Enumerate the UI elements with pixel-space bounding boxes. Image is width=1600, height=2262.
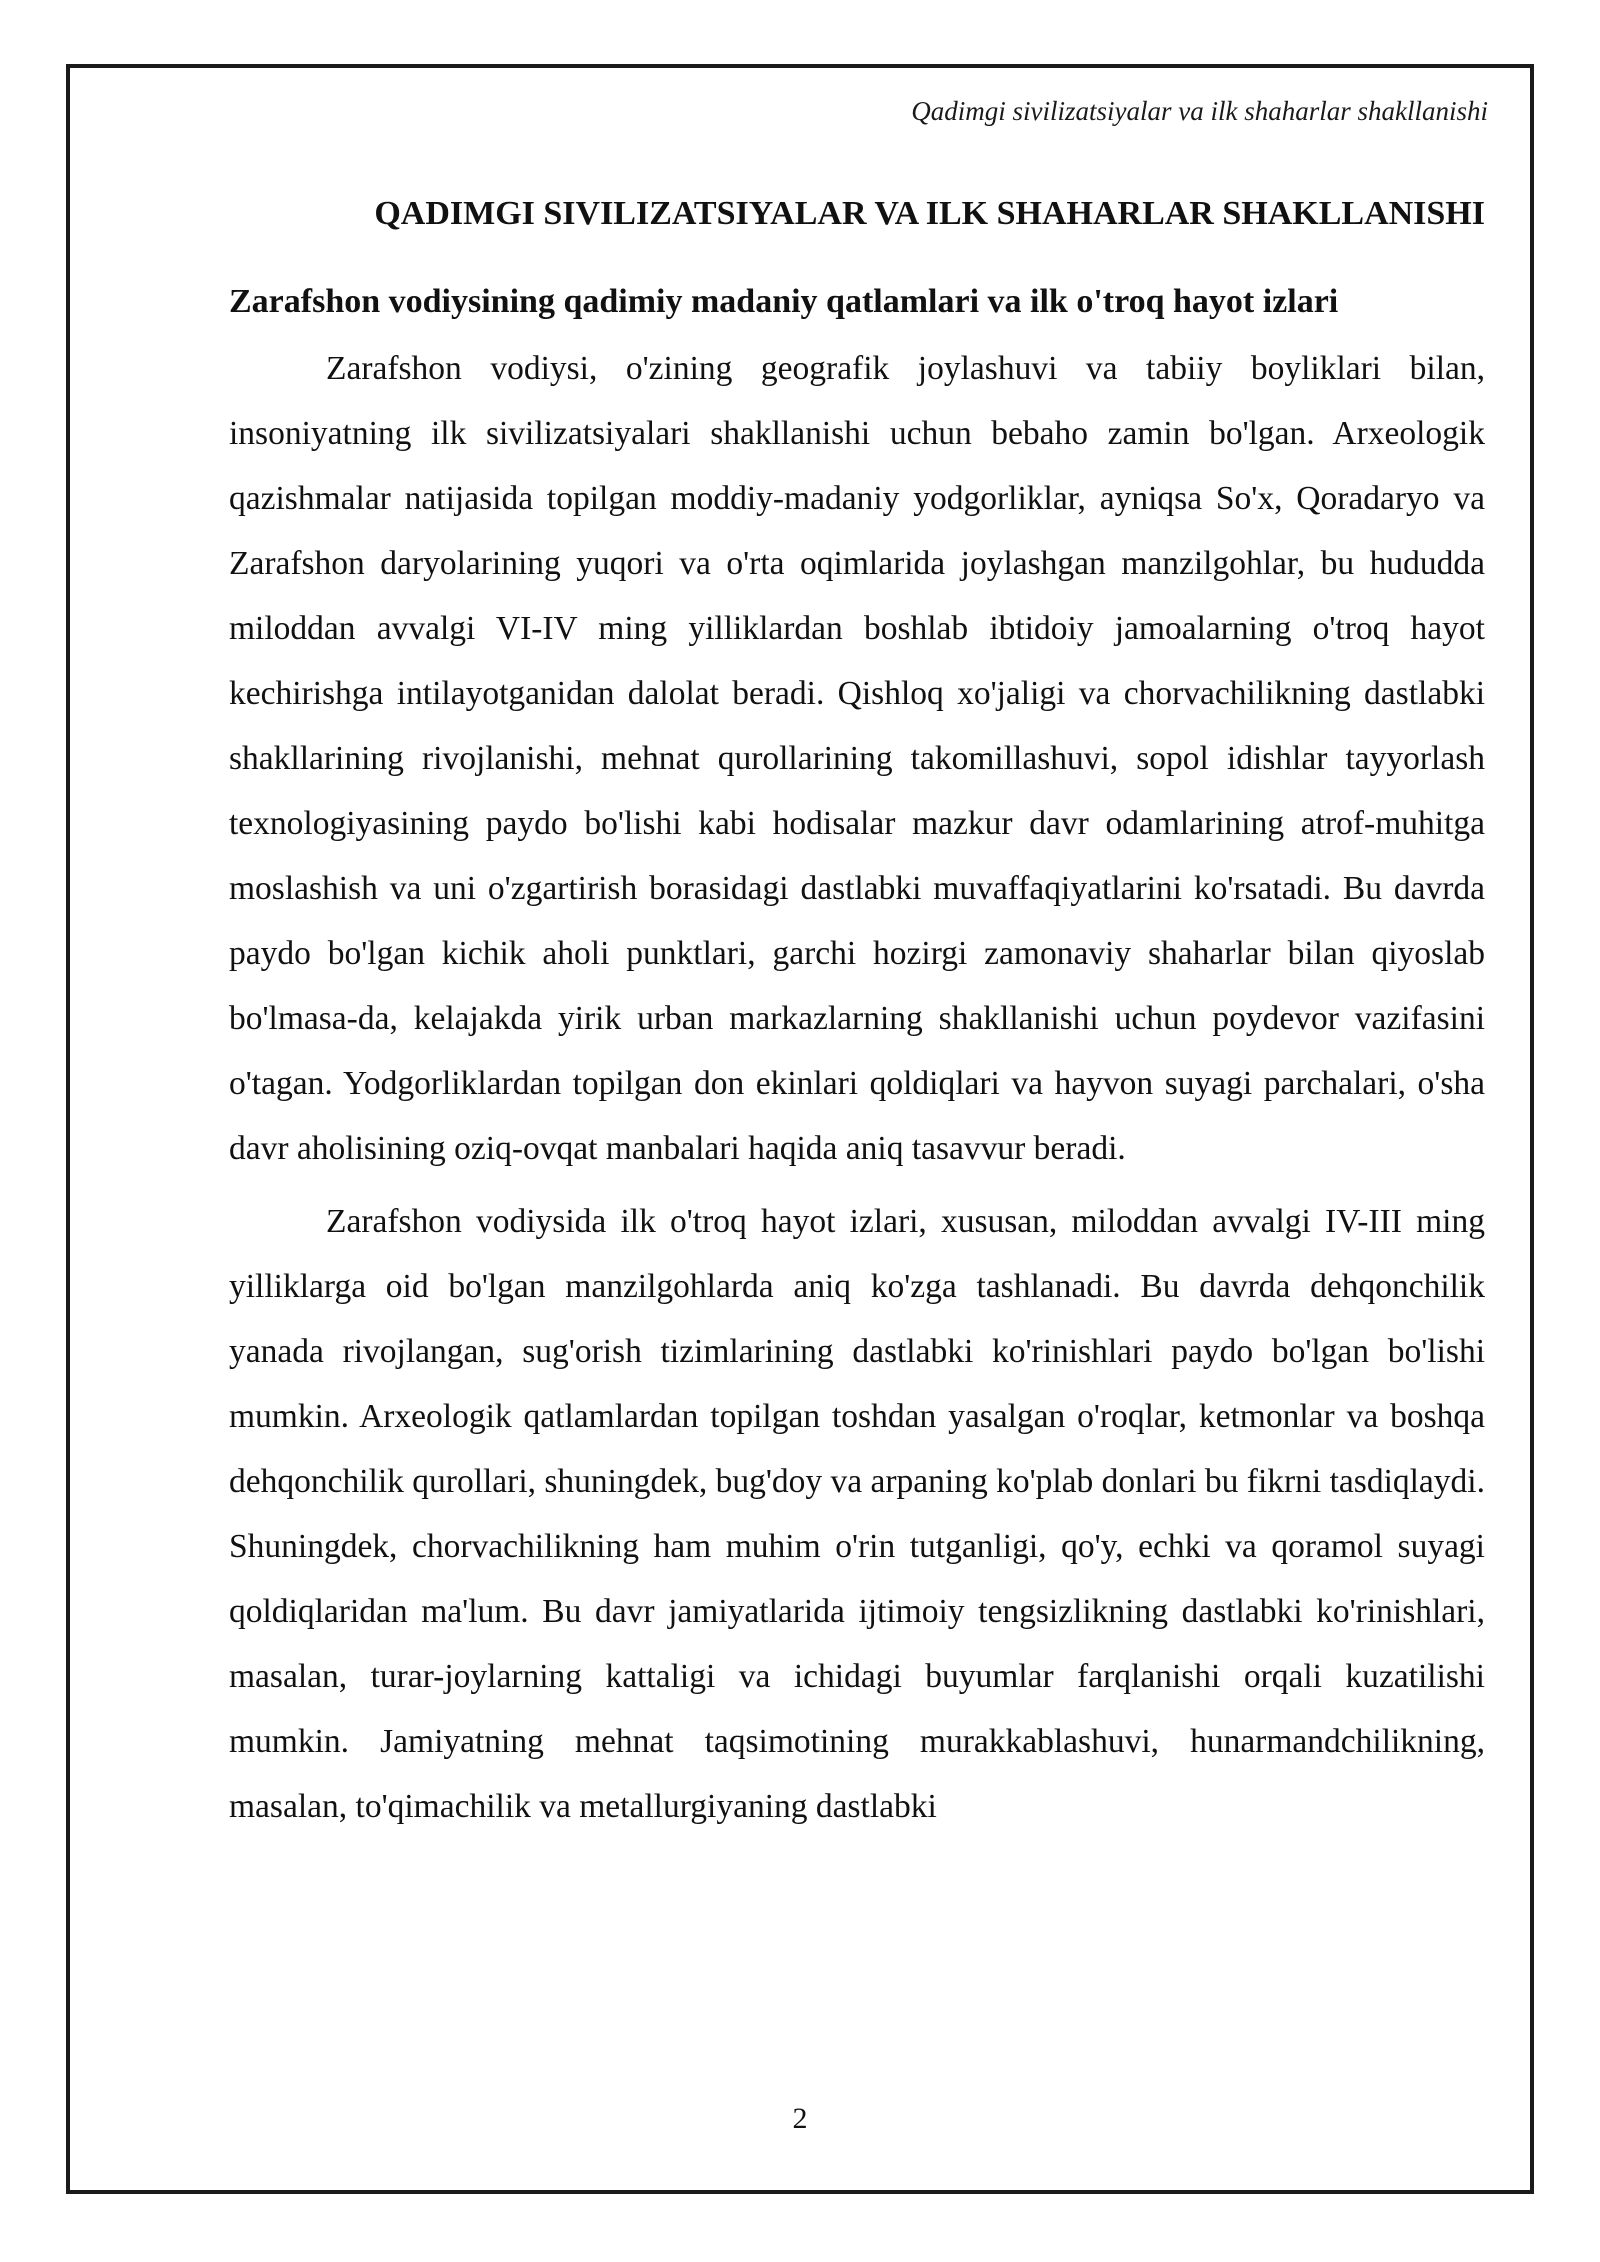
body-paragraph-2: Zarafshon vodiysida ilk o'troq hayot izlari, xususan, miloddan avvalgi IV-III ming yilliklarga oid bo'lgan manzilgohlarda aniq ko'zga tashlanadi. Bu davrda dehqonchilik yanada rivojlangan, sug'orish tizimlarining dastlabki ko'rinishlari paydo bo'lgan bo'lishi mumkin. Arxeologik qatlamlardan topilgan toshdan yasalgan o'roqlar, ketmonlar va boshqa dehqonchilik qurollari, shuningdek, bug'doy va arpaning ko'plab donlari bu fikrni tasdiqlaydi. Shuningdek, chorvachilikning ham muhim o'rin tutganligi, qo'y, echki va qoramol suyagi qoldiqlaridan ma'lum. Bu davr jamiyatlarida ijtimoiy tengsizlikning dastlabki ko'rinishlari, masalan, turar-joylarning kattaligi va ichidagi buyumlar farqlanishi orqali kuzatilishi mumkin. Jamiyatning mehnat taqsimotining murakkablashuvi, hunarmandchilikning, masalan, to'qimachilik va metallurgiyaning dastlabki	[229, 1203, 1485, 1825]
section-heading: Zarafshon vodiysining qadimiy madaniy qatlamlari va ilk o'troq hayot izlari	[229, 283, 1339, 320]
running-header: Qadimgi sivilizatsiyalar va ilk shaharlar shakllanishi	[911, 96, 1488, 126]
document-title: QADIMGI SIVILIZATSIYALAR VA ILK SHAHARLAR SHAKLLANISHI	[374, 195, 1485, 232]
page-content	[229, 188, 1485, 1839]
page-number: 2	[792, 2102, 808, 2135]
body-paragraph-1: Zarafshon vodiysi, o'zining geografik joylashuvi va tabiiy boyliklari bilan, insoniyatning ilk sivilizatsiyalari shakllanishi uchun bebaho zamin bo'lgan. Arxeologik qazishmalar natijasida topilgan moddiy-madaniy yodgorliklar, ayniqsa So'x, Qoradaryo va Zarafshon daryolarining yuqori va o'rta oqimlarida joylashgan manzilgohlar, bu hududda miloddan avvalgi VI-IV ming yilliklardan boshlab ibtidoiy jamoalarning o'troq hayot kechirishga intilayotganidan dalolat beradi. Qishloq xo'jaligi va chorvachilikning dastlabki shakllarining rivojlanishi, mehnat qurollarining takomillashuvi, sopol idishlar tayyorlash texnologiyasining paydo bo'lishi kabi hodisalar mazkur davr odamlarining atrof-muhitga moslashish va uni o'zgartirish borasidagi dastlabki muvaffaqiyatlarini ko'rsatadi. Bu davrda paydo bo'lgan kichik aholi punktlari, garchi hozirgi zamonaviy shaharlar bilan qiyoslab bo'lmasa-da, kelajakda yirik urban markazlarning shakllanishi uchun poydevor vazifasini o'tagan. Yodgorliklardan topilgan don ekinlari qoldiqlari va hayvon suyagi parchalari, o'sha davr aholisining oziq-ovqat manbalari haqida aniq tasavvur beradi.	[229, 350, 1485, 1167]
